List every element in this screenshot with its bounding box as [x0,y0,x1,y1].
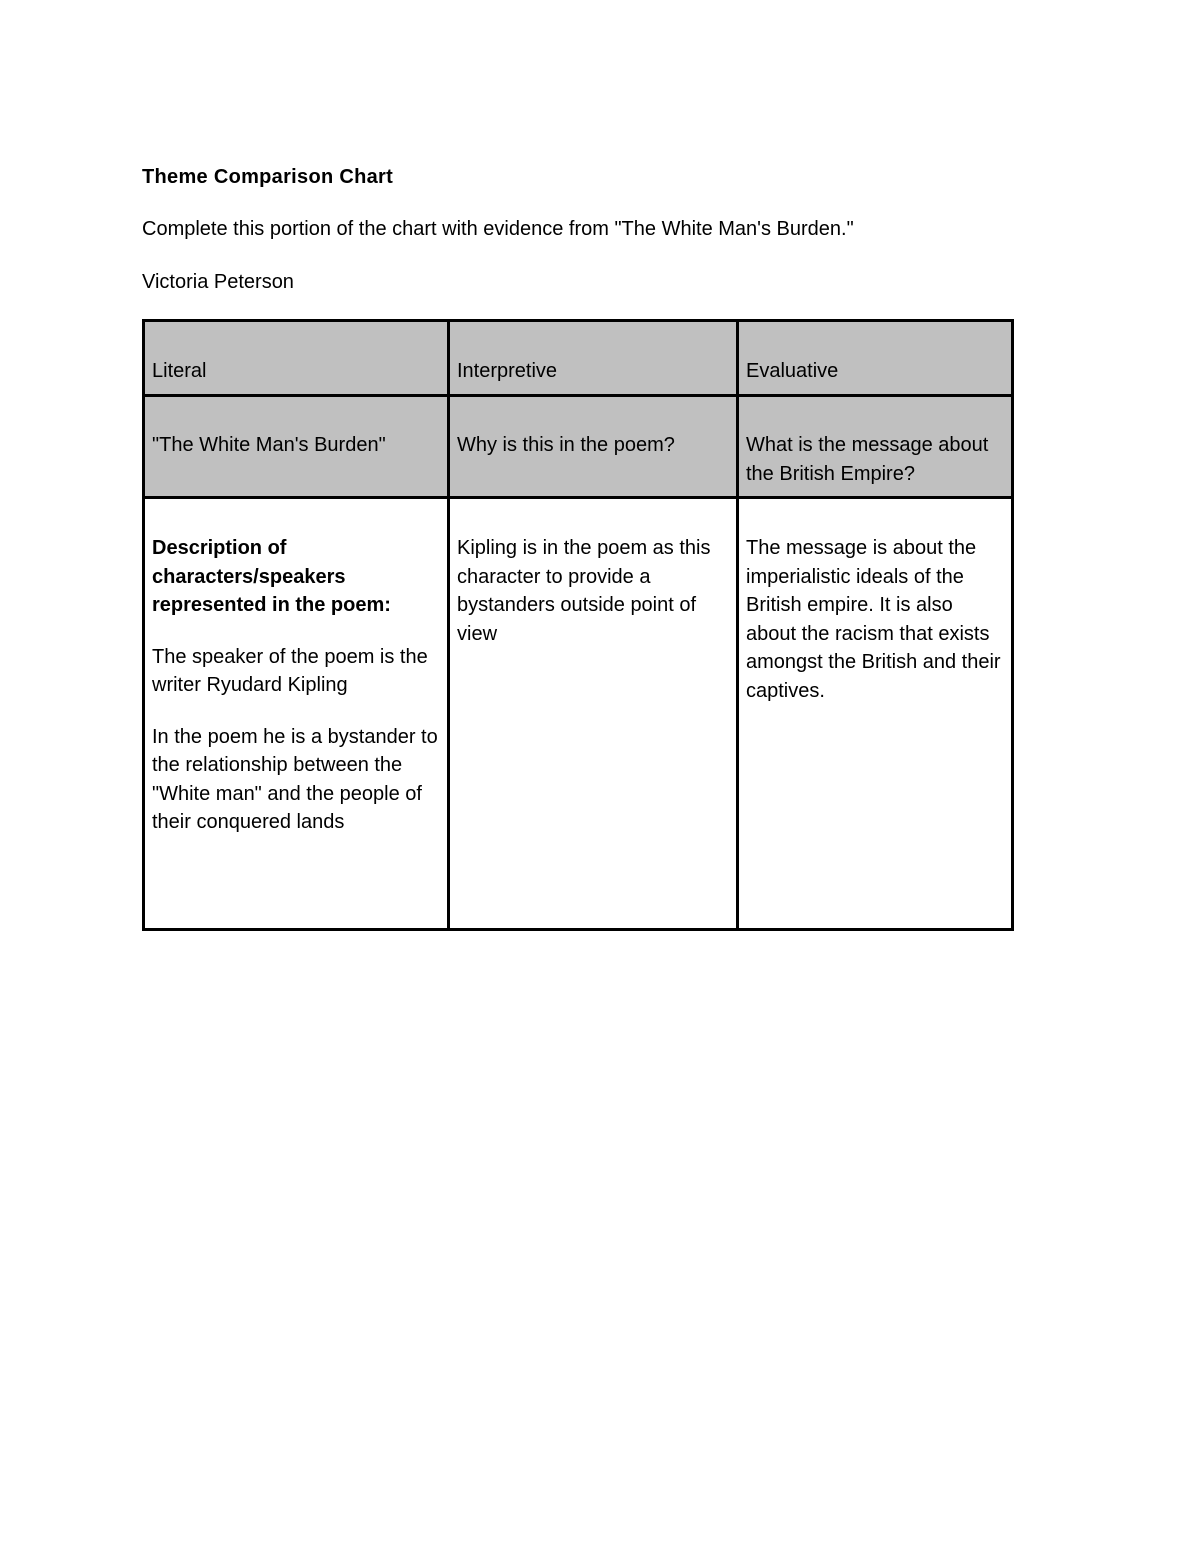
theme-comparison-table [142,319,1014,931]
interpretive-cell: Kipling is in the poem as this character to provide a bystanders outside point of view [449,498,738,930]
table-subheader-row [144,396,1013,498]
paragraph-spacer [152,620,441,643]
evaluative-cell: The message is about the imperialistic ideals of the British empire. It is also about the racism that exists amongst the British and their captives. [738,498,1013,930]
literal-paragraph-bystander: In the poem he is a bystander to the relationship between the "White man" and the people of their conquered lands [152,725,438,833]
subheader-poem-title: "The White Man's Burden" [144,396,449,498]
table-row [144,498,1013,930]
header-literal: Literal [144,321,449,396]
subheader-question-why: Why is this in the poem? [449,396,738,498]
header-interpretive: Interpretive [449,321,738,396]
literal-cell [144,498,449,930]
literal-paragraph-speaker: The speaker of the poem is the writer Ryudard Kipling [152,645,428,696]
table-header-row [144,321,1013,396]
author-name: Victoria Peterson [142,271,294,293]
header-evaluative: Evaluative [738,321,1013,396]
literal-cell-label: Description of characters/speakers represented in the poem: [152,537,391,616]
subheader-question-message: What is the message about the British Empire? [738,396,1013,498]
paragraph-spacer [152,700,441,723]
document-instructions: Complete this portion of the chart with evidence from "The White Man's Burden." [142,218,854,240]
document-title: Theme Comparison Chart [142,166,394,188]
